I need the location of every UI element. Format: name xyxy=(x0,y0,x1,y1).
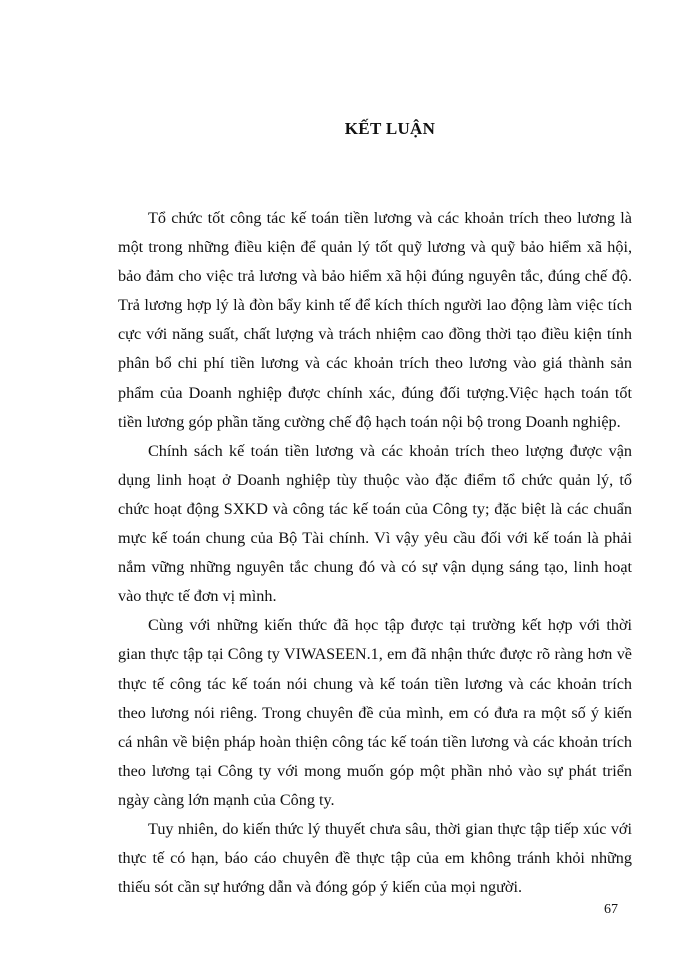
page-title: KẾT LUẬN xyxy=(344,119,436,138)
paragraph-3: Cùng với những kiến thức đã học tập được tại trường kết hợp với thời gian thực tập tại Công ty VIWASEEN.1, em đã nhận thức được rõ ràng hơn về thực tế công tác kế toán nói chung và kế toán tiền lương và các khoản trích theo lương nói riêng. Trong chuyên đề của mình, em có đưa ra một số ý kiến cá nhân về biện pháp hoàn thiện công tác kế toán tiền lương và các khoản trích theo lương tại Công ty với mong muốn góp một phần nhỏ vào sự phát triển ngày càng lớn mạnh của Công ty. xyxy=(118,616,632,809)
page-number: 67 xyxy=(604,902,618,917)
paragraph-1: Tổ chức tốt công tác kế toán tiền lương và các khoản trích theo lương là một trong những điều kiện để quản lý tốt quỹ lương và quỹ bảo hiểm xã hội, bảo đảm cho việc trả lương và bảo hiểm xã hội đúng nguyên tắc, đúng chế độ. Trả lương hợp lý là đòn bẩy kinh tế để kích thích người lao động làm việc tích cực với năng suất, chất lượng và trách nhiệm cao đồng thời tạo điều kiện tính phân bổ chi phí tiền lương và các khoản trích theo lương vào giá thành sản phẩm của Doanh nghiệp được chính xác, đúng đối tượng.Việc hạch toán tốt tiền lương góp phần tăng cường chế độ hạch toán nội bộ trong Doanh nghiệp. xyxy=(118,209,632,431)
paragraph-4: Tuy nhiên, do kiến thức lý thuyết chưa sâu, thời gian thực tập tiếp xúc với thực tế có hạn, báo cáo chuyên đề thực tập của em không tránh khỏi những thiếu sót cần sự hướng dẫn và đóng góp ý kiến của mọi người. xyxy=(118,819,632,897)
paragraph-2: Chính sách kế toán tiền lương và các khoản trích theo lượng được vận dụng linh hoạt ở Doanh nghiệp tùy thuộc vào đặc điểm tổ chức quản lý, tổ chức hoạt động SXKD và công tác kế toán của Công ty; đặc biệt là các chuẩn mực kế toán chung của Bộ Tài chính. Vì vậy yêu cầu đối với kế toán là phải nắm vững những nguyên tắc chung đó và có sự vận dụng sáng tạo, linh hoạt vào thực tế đơn vị mình. xyxy=(118,441,632,606)
conclusion-body xyxy=(118,204,632,902)
